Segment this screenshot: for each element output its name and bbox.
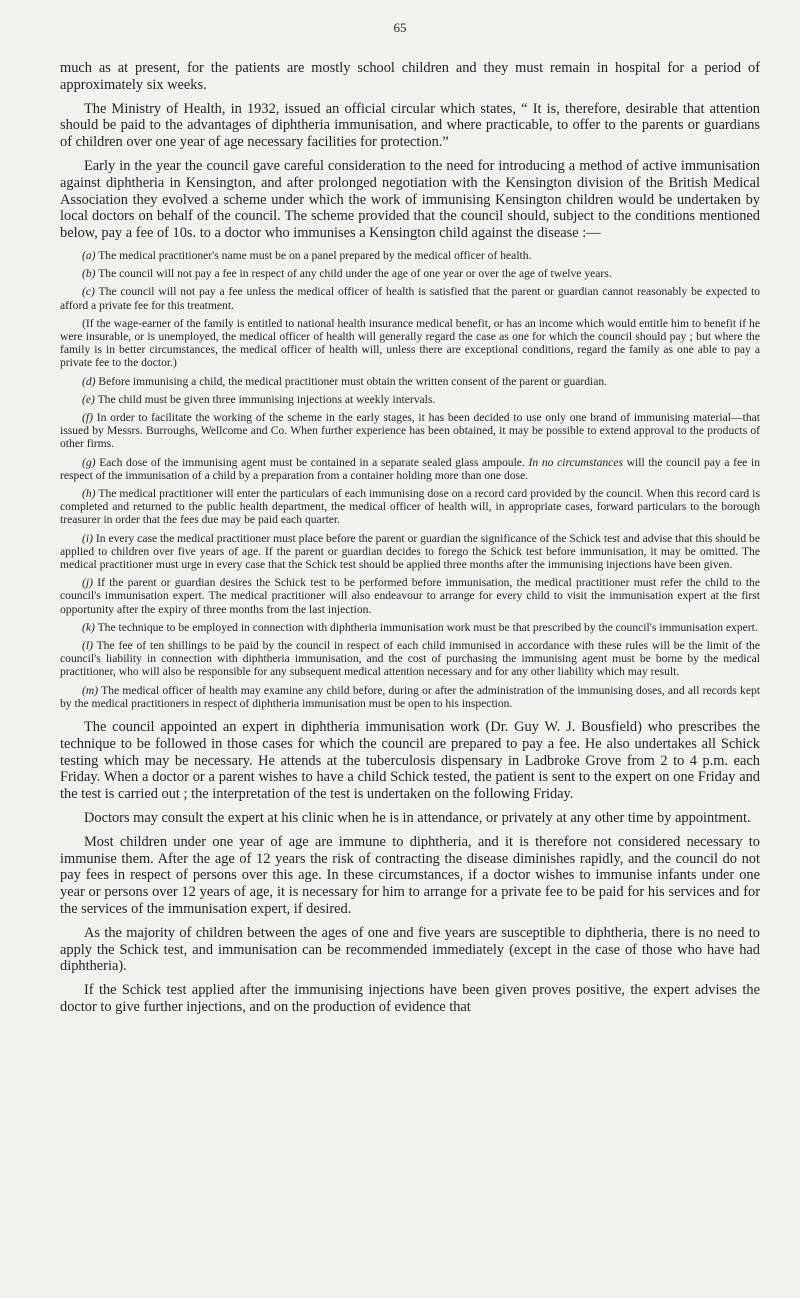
rule-c-note: (If the wage-earner of the family is entitled to national health insurance medical benefit, or has an income which would entitle him to benefit if he were insurable, or is unemployed, the medical officer of health will generally regard the case as one for which the council should pay ; but where the family is in better circumstances, the medical officer of health will, unless there are exceptional conditions, regard the family as one able to pay a private fee to the doctor.) xyxy=(60,316,760,370)
rule-h xyxy=(60,487,760,527)
rule-c xyxy=(60,285,760,311)
rule-text: The fee of ten shillings to be paid by the council in respect of each child immunised in accordance with these rules will be the limit of the council's liability in connection with diphtheria immunisation, and the cost of purchasing the immunising agent must be borne by the medical practitioner, who will also be responsible for any subsequent medical attention necessary and for any other liability which may result. xyxy=(60,639,760,679)
rule-text: If the parent or guardian desires the Schick test to be performed before immunisation, the medical practitioner must refer the child to the council's immunisation expert. The medical practitioner will also endeavour to arrange for every child to visit the immunisation expert at the first opportunity after the expiry of three months from the last injection. xyxy=(60,576,760,616)
rule-text: In order to facilitate the working of the scheme in the early stages, it has been decided to use only one brand of immunising material—that issued by Messrs. Burroughs, Wellcome and Co. When further experience has been obtained, it may be possible to extend approval to the products of other firms. xyxy=(60,411,760,451)
rule-letter: (l) xyxy=(82,639,93,653)
closing-paragraph-susceptible: As the majority of children between the ages of one and five years are susceptible to diphtheria, there is no need to apply the Schick test, and immunisation can be recommended immediately (except in the case of those who have had diphtheria). xyxy=(60,924,760,975)
rule-j xyxy=(60,576,760,616)
rule-letter: (g) xyxy=(82,455,96,469)
rule-letter: (b) xyxy=(82,267,96,281)
rule-a xyxy=(60,249,760,262)
rule-letter: (i) xyxy=(82,531,93,545)
rule-k xyxy=(60,621,760,634)
rule-b xyxy=(60,267,760,280)
rule-letter: (d) xyxy=(82,374,96,388)
rule-m xyxy=(60,684,760,710)
rule-e xyxy=(60,393,760,406)
rule-text: The medical practitioner's name must be on a panel prepared by the medical officer of health. xyxy=(95,248,532,262)
rule-text: Before immunising a child, the medical practitioner must obtain the written consent of the parent or guardian. xyxy=(95,374,608,388)
closing-paragraph-consult: Doctors may consult the expert at his clinic when he is in attendance, or privately at any other time by appointment. xyxy=(84,810,751,827)
intro-paragraph-ministry: The Ministry of Health, in 1932, issued an official circular which states, “ It is, therefore, desirable that attention should be paid to the advantages of diphtheria immunisation, and where practicable, to offer to the parents or guardians of children over one year of age necessary facilities for protection.” xyxy=(60,100,760,151)
rule-text: will the council pay a fee in respect of the immunisation of a child by a preparation from a container holding more than one dose. xyxy=(60,455,760,482)
rule-text: The technique to be employed in connection with diphtheria immunisation work must be that prescribed by the council's immunisation expert. xyxy=(94,620,758,634)
rule-letter: (c) xyxy=(82,285,95,299)
page-content xyxy=(60,60,760,1023)
rule-text: The council will not pay a fee in respect of any child under the age of one year or over the age of twelve years. xyxy=(95,267,612,281)
rule-text: The medical officer of health may examine any child before, during or after the administration of the immunising doses, and all records kept by the medical practitioners in respect of diphtheria immunisation must be open to his inspection. xyxy=(60,683,760,710)
rule-g xyxy=(60,456,760,482)
rule-letter: (h) xyxy=(82,487,96,501)
intro-paragraph-scheme: Early in the year the council gave careful consideration to the need for introducing a method of active immunisation against diphtheria in Kensington, and after prolonged negotiation with the Kensington division of the British Medical Association they evolved a scheme under which the work of immunising Kensington children would be undertaken by local doctors on behalf of the council. The scheme provided that the council should, subject to the conditions mentioned below, pay a fee of 10s. to a doctor who immunises a Kensington child against the disease :— xyxy=(60,157,760,242)
rule-i xyxy=(60,532,760,572)
rule-letter: (e) xyxy=(82,392,95,406)
rule-letter: (f) xyxy=(82,411,93,424)
rule-d xyxy=(60,375,760,388)
rule-l xyxy=(60,639,760,679)
rule-text: The child must be given three immunising injections at weekly intervals. xyxy=(94,392,436,406)
closing-paragraph-expert: The council appointed an expert in diphtheria immunisation work (Dr. Guy W. J. Bousfield) who prescribes the technique to be followed in those cases for which the council are prepared to pay a fee. He also undertakes all Schick testing which may be necessary. He attends at the tuberculosis dispensary in Ladbroke Grove from 2 to 4 p.m. each Friday. When a doctor or a parent wishes to have a child Schick tested, the patient is sent to the expert on one Friday and the test is carried out ; the interpretation of the test is undertaken on the following Friday. xyxy=(60,719,760,803)
rule-text: Each dose of the immunising agent must be contained in a separate sealed glass ampoule. xyxy=(95,455,529,469)
rule-emphasis: In no circumstances xyxy=(528,455,623,469)
rule-letter: (m) xyxy=(82,683,99,697)
intro-paragraph-continued: much as at present, for the patients are mostly school children and they must remain in hospital for a period of approximately six weeks. xyxy=(60,60,760,93)
rule-text: The medical practitioner will enter the particulars of each immunising dose on a record card provided by the council. When this record card is completed and returned to the public health department, the medical officer of health will, in appropriate cases, forward particulars to the borough treasurer in order that the fees due may be paid each quarter. xyxy=(60,487,760,527)
rule-text: In every case the medical practitioner must place before the parent or guardian the significance of the Schick test and advise that this should be applied to children over five years of age. If the parent or guardian decides to forego the Schick test before immunisation, it may be omitted. The medical practitioner must urge in every case that the Schick test should be applied three months after the immunising injections have been given. xyxy=(60,531,760,572)
page-number: 65 xyxy=(393,20,407,35)
rule-letter: (a) xyxy=(82,248,96,262)
rule-letter: (k) xyxy=(82,620,95,634)
closing-paragraph-schick: If the Schick test applied after the immunising injections have been given proves positive, the expert advises the doctor to give further injections, and on the production of evidence that xyxy=(60,982,760,1016)
rule-text: The council will not pay a fee unless the medical officer of health is satisfied that the parent or guardian cannot reasonably be expected to afford a private fee for this treatment. xyxy=(60,285,760,312)
rule-f xyxy=(60,411,760,451)
scheme-conditions-list xyxy=(60,249,760,710)
closing-paragraph-age: Most children under one year of age are immune to diphtheria, and it is therefore not considered necessary to immunise them. After the age of 12 years the risk of contracting the disease diminishes rapidly, and the council do not pay fees in respect of persons over this age. In these circumstances, if a doctor wishes to immunise infants under one year or persons over 12 years of age, it is necessary for him to arrange for a private fee to be paid for his services and for the services of the immunisation expert, if desired. xyxy=(60,833,760,918)
rule-letter: (j) xyxy=(82,576,93,590)
